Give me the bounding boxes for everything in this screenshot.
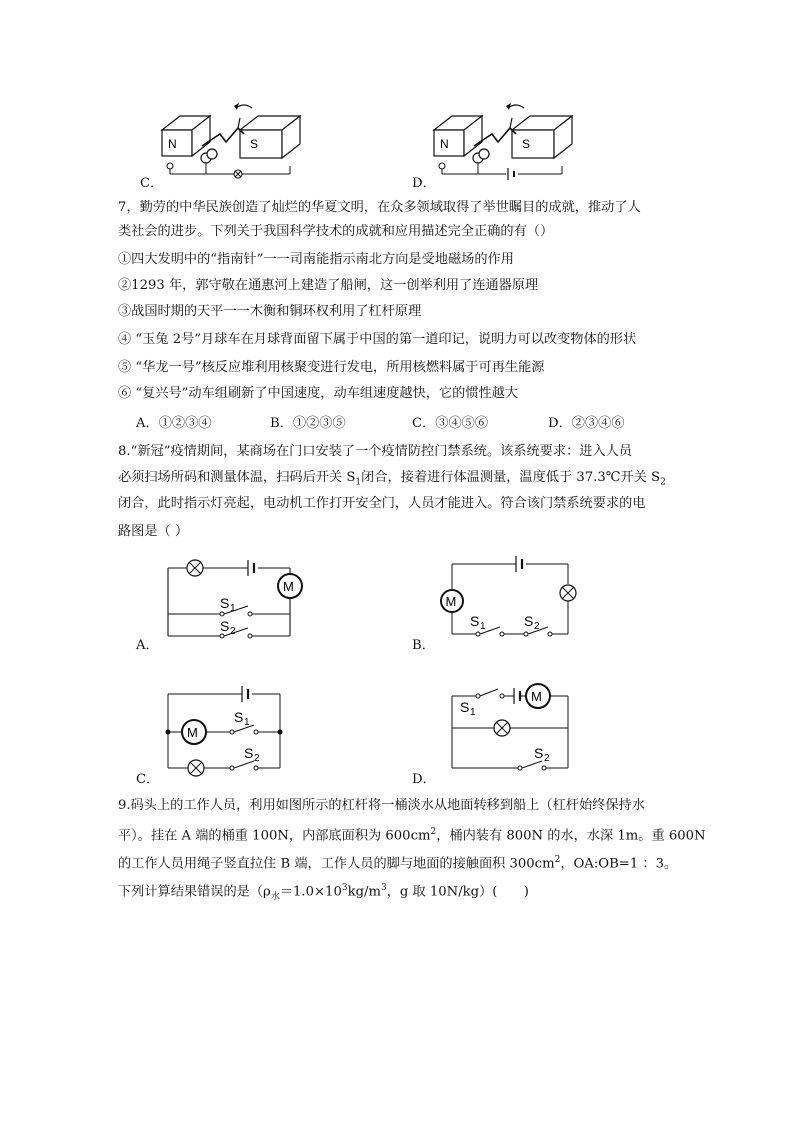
motor-label: M [283, 579, 294, 594]
q8-line2-part-b: 闭合，接着进行体温测量，温度低于 37.3℃开关 S [361, 470, 661, 485]
q9-stem-line3 [118, 850, 677, 874]
q6-option-c[interactable]: C． [140, 176, 164, 191]
q8-circuit-c [150, 680, 320, 780]
switch-s2-label: S [524, 613, 534, 629]
switch-s1-label: S [220, 595, 230, 611]
q9-area-sup: 2 [430, 827, 437, 837]
q8-stem-line4: 路图是（ ） [118, 524, 189, 539]
q7-item-1: ①四大发明中的“指南针”一一司南能指示南北方向是受地磁场的作用 [118, 252, 514, 267]
q6-figure-d [412, 96, 592, 188]
q8-option-c[interactable]: C． [136, 772, 160, 787]
q8-circuit-d [430, 678, 600, 778]
q9-contact-sup: 2 [554, 855, 561, 865]
q9-unit-sup: 3 [380, 883, 387, 893]
q8-option-b[interactable]: B． [412, 638, 435, 653]
switch-s1-number: 1 [244, 717, 250, 728]
q7-option-b[interactable]: B．①②③⑤ [270, 416, 346, 431]
q7-option-a[interactable]: A．①②③④ [136, 416, 212, 431]
q8-s2-subscript: 2 [660, 477, 666, 488]
q9-line3-part-a: 的工作人员用绳子竖直拉住 B 端，工作人员的脚与地面的接触面积 300cm [118, 856, 555, 872]
switch-s2-label: S [244, 745, 254, 761]
switch-s1-label: S [460, 699, 470, 715]
q7-option-d[interactable]: D．②③④⑥ [548, 416, 625, 431]
magnet-s-label: S [522, 137, 531, 151]
q9-stem-line2 [118, 822, 706, 846]
switch-s1-number: 1 [480, 621, 486, 632]
magnet-s-label: S [250, 137, 259, 151]
q7-stem-line1: 7，勤劳的中华民族创造了灿烂的华夏文明，在众多领域取得了举世瞩目的成就，推动了人 [118, 200, 641, 215]
q6-option-d[interactable]: D． [412, 176, 436, 191]
q7-item-3: ③战国时期的天平一一木衡和铜环权利用了杠杆原理 [118, 304, 422, 319]
motor-label: M [531, 689, 542, 704]
q8-option-a[interactable]: A． [136, 638, 159, 653]
q7-item-2: ②1293 年，郭守敬在通惠河上建造了船闸，这一创举利用了连通器原理 [118, 278, 539, 293]
switch-s1-label: S [470, 613, 480, 629]
motor-label: M [187, 725, 198, 740]
q8-circuit-a [150, 548, 320, 643]
q7-option-c[interactable]: C．③④⑤⑥ [412, 416, 489, 431]
q7-item-4: ④ “玉兔 2号”月球车在月球背面留下属于中国的第一道印记，说明力可以改变物体的形状 [118, 332, 637, 347]
switch-s1-label: S [234, 709, 244, 725]
q8-circuit-b [430, 548, 600, 643]
q8-stem-line3: 闭合，此时指示灯亮起，电动机工作打开安全门，人员才能进入。符合该门禁系统要求的电 [118, 496, 646, 511]
q9-line3-part-b: ，OA:OB=1 ：3。 [560, 856, 678, 872]
q8-option-d[interactable]: D． [412, 772, 436, 787]
q6-figure-c [140, 96, 320, 188]
q9-stem-line4 [118, 878, 529, 907]
q9-stem-line1: 9.码头上的工作人员，利用如图所示的杠杆将一桶淡水从地面转移到船上（杠杆始终保持水 [118, 798, 645, 813]
switch-s2-number: 2 [534, 621, 540, 632]
q9-line2-part-b: ，桶内装有 800N 的水，水深 1m。重 600N [436, 828, 706, 844]
q7-item-6: ⑥ “复兴号”动车组刷新了中国速度，动车组速度越快，它的惯性越大 [118, 386, 519, 401]
q9-exp-sup: 3 [341, 883, 348, 893]
q7-stem-line2: 类社会的进步。下列关于我国科学技术的成就和应用描述完全正确的有（） [118, 224, 554, 239]
q8-stem-line2 [118, 468, 666, 493]
q9-line4-part-a: 下列计算结果错误的是（ρ [118, 884, 271, 900]
q9-line4-part-b: ＝1.0×10 [279, 884, 342, 900]
switch-s2-number: 2 [254, 753, 260, 764]
q8-line2-part-a: 必须扫场所码和测量体温，扫码后开关 S [118, 470, 356, 485]
switch-s2-number: 2 [544, 753, 550, 764]
switch-s2-label: S [220, 618, 230, 634]
q8-s1-subscript: 1 [355, 477, 362, 488]
switch-s1-number: 1 [470, 707, 476, 718]
q7-item-5: ⑤ “华龙一号”核反应堆利用核聚变进行发电，所用核燃料属于可再生能源 [118, 360, 545, 375]
switch-s1-number: 1 [230, 603, 236, 614]
motor-label: M [445, 594, 457, 609]
q9-rho-sub: 水 [270, 892, 280, 903]
magnet-n-label: N [440, 137, 449, 151]
q9-line4-part-d: ，g 取 10N/kg）( ) [386, 884, 529, 900]
switch-s2-number: 2 [230, 626, 236, 637]
q9-line4-part-c: kg/m [347, 884, 381, 900]
q8-stem-line1: 8.“新冠”疫情期间，某商场在门口安装了一个疫情防控门禁系统。该系统要求：进入人员 [118, 444, 632, 459]
switch-s2-label: S [534, 745, 544, 761]
q9-line2-part-a: 平）。挂在 A 端的桶重 100N，内部底面积为 600cm [118, 828, 431, 844]
magnet-n-label: N [168, 137, 177, 151]
